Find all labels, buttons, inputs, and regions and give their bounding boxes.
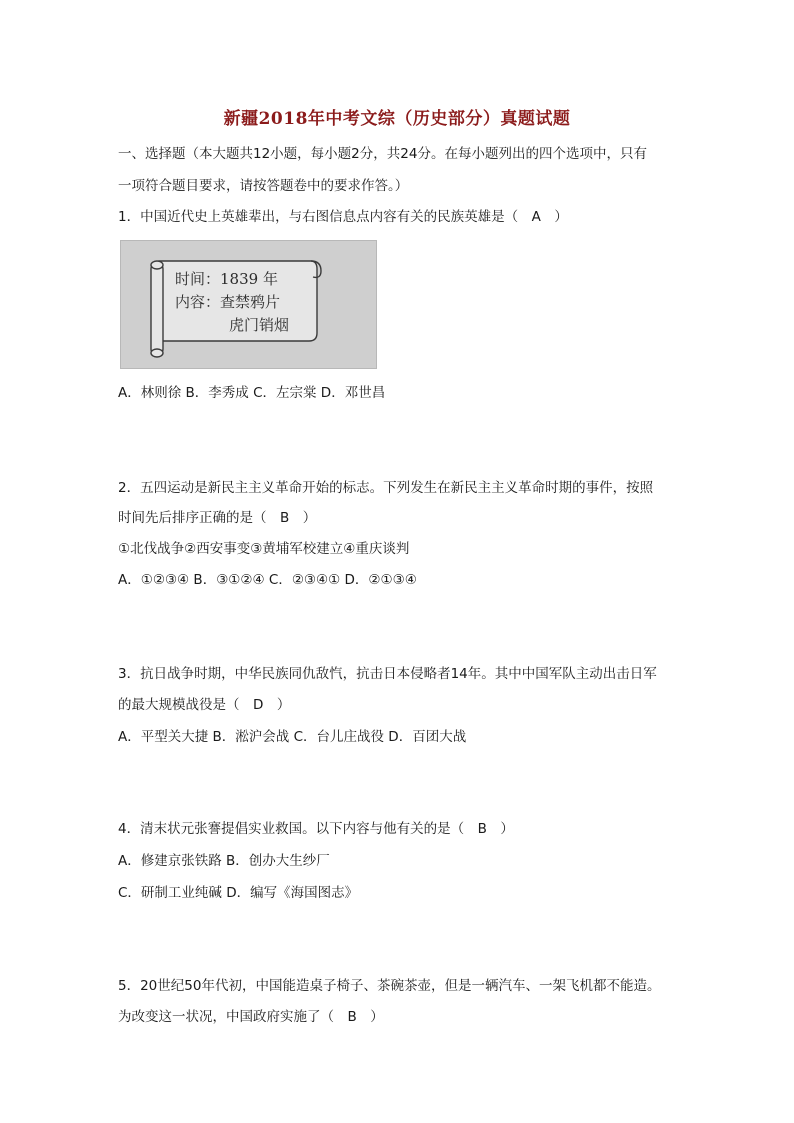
question-1-scroll-image (120, 240, 377, 369)
question-4-stem: 4．清末状元张謇提倡实业救国。以下内容与他有关的是（ B ） (118, 821, 514, 837)
question-2-stem-line1: 2．五四运动是新民主主义革命开始的标志。下列发生在新民主主义革命时期的事件，按照 (118, 480, 654, 496)
question-5-stem-line1: 5．20世纪50年代初，中国能造桌子椅子、茶碗茶壶，但是一辆汽车、一架飞机都不能造。 (118, 978, 661, 994)
question-2-stem-line2: 时间先后排序正确的是（ B ） (118, 510, 317, 526)
question-3-stem-line2: 的最大规模战役是（ D ） (118, 697, 291, 713)
question-4-options-line1: A．修建京张铁路 B．创办大生纱厂 (118, 853, 330, 869)
section-instructions-line1: 一、选择题（本大题共12小题，每小题2分，共24分。在每小题列出的四个选项中，只有 (118, 146, 647, 162)
question-3-options: A．平型关大捷 B．淞沪会战 C．台儿庄战役 D．百团大战 (118, 729, 467, 745)
question-1-stem: 1．中国近代史上英雄辈出，与右图信息点内容有关的民族英雄是（ A ） (118, 209, 568, 225)
question-1-options: A．林则徐 B．李秀成 C．左宗棠 D．邓世昌 (118, 385, 386, 401)
question-5-stem-line2: 为改变这一状况，中国政府实施了（ B ） (118, 1009, 384, 1025)
scroll-line-1: 时间：1839 年 (175, 270, 278, 288)
question-3-stem-line1: 3．抗日战争时期，中华民族同仇敌忾，抗击日本侵略者14年。其中中国军队主动出击日军 (118, 666, 657, 682)
scroll-line-3: 虎门销烟 (229, 316, 290, 334)
question-2-items: ①北伐战争②西安事变③黄埔军校建立④重庆谈判 (118, 541, 410, 557)
scroll-line-2: 内容：查禁鸦片 (175, 293, 281, 311)
question-2-options: A．①②③④ B．③①②④ C．②③④① D．②①③④ (118, 572, 417, 588)
section-instructions-line2: 一项符合题目要求，请按答题卷中的要求作答。） (118, 178, 409, 194)
question-4-options-line2: C．研制工业纯碱 D．编写《海国图志》 (118, 885, 359, 901)
scroll-left-roll (151, 263, 163, 355)
page-title: 新疆2018年中考文综（历史部分）真题试题 (223, 109, 571, 129)
